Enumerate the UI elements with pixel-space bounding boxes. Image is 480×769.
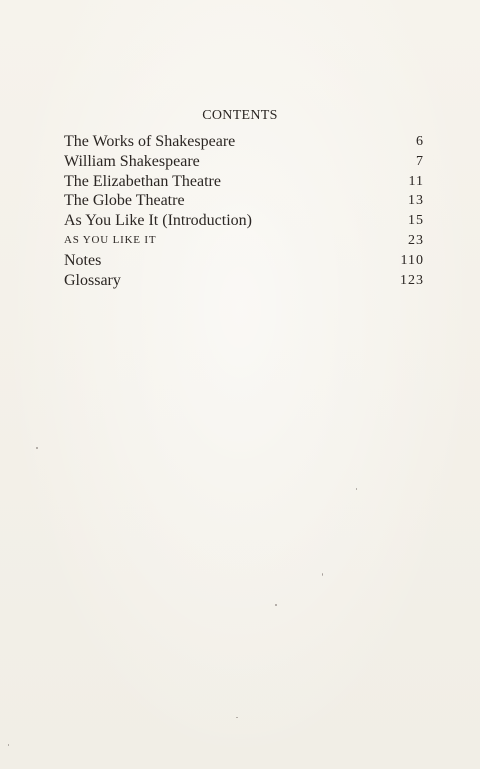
toc-entry [64,211,424,231]
toc-entry-page: 11 [408,173,424,189]
toc-entry-title: The Works of Shakespeare [64,133,236,150]
toc-entry-page: 7 [416,153,424,169]
toc-entry [64,172,424,192]
toc-entry-title: Notes [64,251,102,269]
toc-entry [64,231,424,251]
toc-entry [64,132,424,152]
paper-speck [322,573,323,576]
contents-list [64,132,424,290]
toc-entry-page: 23 [408,232,424,248]
paper-speck [36,447,38,449]
toc-entry [64,191,424,211]
paper-speck [356,488,357,490]
paper-speck [236,717,238,718]
toc-entry [64,271,424,291]
toc-entry-page: 15 [408,213,424,229]
toc-entry [64,251,424,271]
toc-entry-page: 13 [408,193,424,209]
toc-entry-title: The Globe Theatre [64,192,185,210]
paper-speck [8,744,9,746]
toc-entry-title: William Shakespeare [64,152,200,170]
toc-entry [64,152,424,172]
toc-entry-title: As You Like It (Introduction) [64,212,252,230]
toc-entry-page: 6 [416,134,424,149]
toc-entry-page: 110 [400,252,424,268]
toc-entry-page: 123 [400,272,424,288]
toc-entry-title: The Elizabethan Theatre [64,172,221,190]
paper-speck [275,604,277,606]
toc-entry-title: AS YOU LIKE IT [64,233,157,246]
toc-entry-title: Glossary [64,271,121,289]
contents-heading: CONTENTS [202,108,278,123]
